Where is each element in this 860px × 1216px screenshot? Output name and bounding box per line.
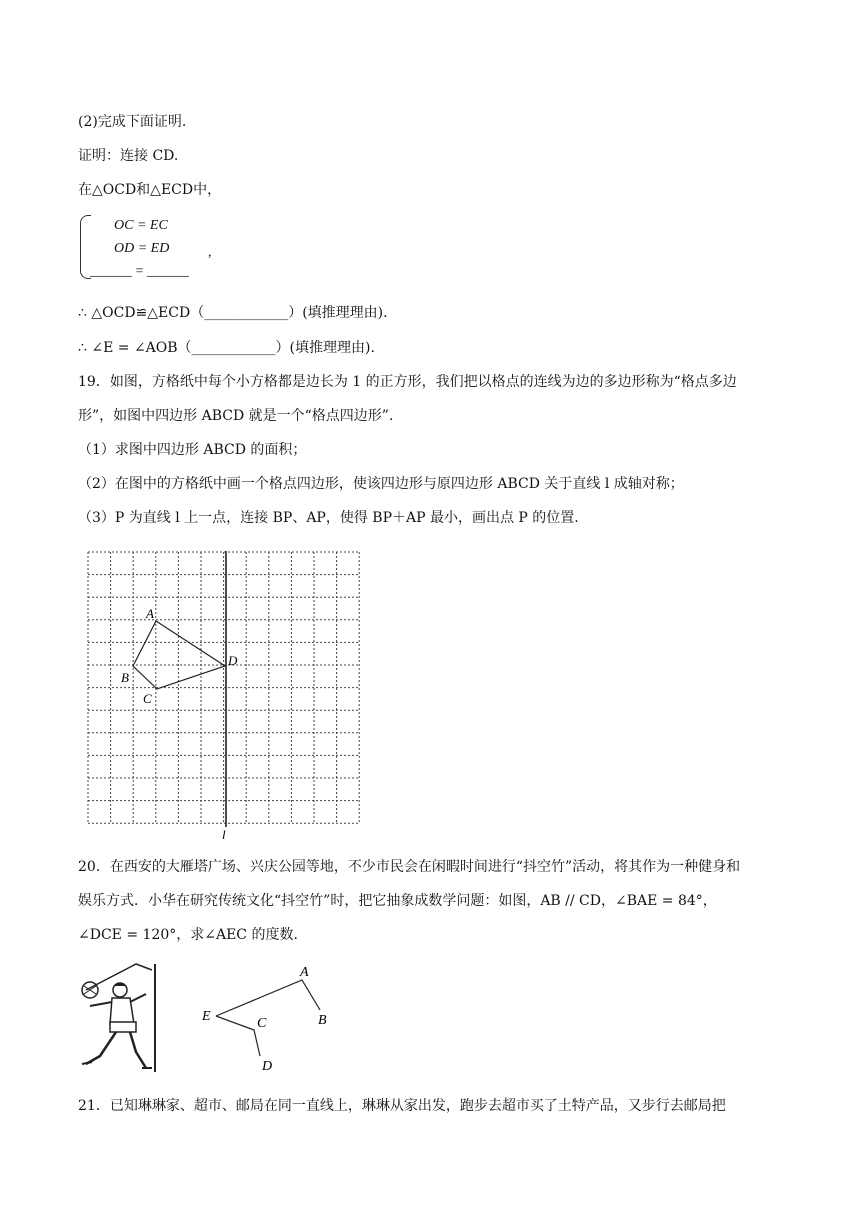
q20-stem-line-1: 20．在西安的大雁塔广场、兴庆公园等地，不少市民会在闲暇时间进行“抖空竹”活动，将其作为一种健身和 — [78, 859, 741, 875]
in-triangles-text: 在△OCD和△ECD中， — [78, 182, 222, 198]
conclusion-2: ∴ ∠E = ∠AOB（____________）(填推理理由). — [78, 340, 375, 356]
q20-stem-line-2: 娱乐方式．小华在研究传统文化“抖空竹”时，把它抽象成数学问题：如图，AB // CD，∠BAE = 84°， — [78, 893, 717, 909]
part2-heading: (2)完成下面证明. — [78, 114, 187, 130]
quadrilateral-abcd — [133, 621, 225, 689]
conclusion-1: ∴ △OCD≌△ECD（____________）(填推理理由). — [78, 305, 388, 321]
label-b: B — [121, 670, 129, 685]
q19-sub-1: （1）求图中四边形 ABCD 的面积； — [78, 442, 307, 458]
label-c: C — [143, 691, 152, 706]
diabolo-player-illustration — [76, 960, 158, 1074]
label-a: A — [146, 606, 154, 621]
system-line-1: OC = EC — [114, 218, 168, 233]
label-l: l — [222, 827, 226, 842]
q21-stem-line-1: 21．已知琳琳家、超市、邮局在同一直线上，琳琳从家出发，跑步去超市买了土特产品，又步行去邮局把 — [78, 1098, 726, 1114]
system-line-3: ______ = ______ — [90, 264, 189, 279]
segment-e-c-d — [216, 1016, 260, 1056]
system-line-2: OD = ED — [114, 241, 170, 256]
system-comma: , — [208, 245, 212, 260]
q19-stem-line-1: 19．如图，方格纸中每个小方格都是边长为 1 的正方形，我们把以格点的连线为边的多边形称为“格点多边 — [78, 374, 737, 390]
label-d: D — [228, 653, 238, 668]
fig20-label-e: E — [202, 1009, 211, 1024]
proof-intro: 证明：连接 CD. — [78, 148, 179, 164]
fig20-label-b: B — [318, 1013, 327, 1028]
fig20-label-d: D — [262, 1059, 273, 1074]
q19-grid-figure — [80, 545, 370, 845]
segment-e-a-b — [216, 980, 320, 1016]
q20-stem-line-3: ∠DCE = 120°，求∠AEC 的度数. — [78, 927, 298, 943]
fig20-label-c: C — [257, 1016, 267, 1031]
q19-stem-line-2: 形”，如图中四边形 ABCD 就是一个“格点四边形”. — [78, 408, 394, 424]
q19-sub-3: （3）P 为直线 l 上一点，连接 BP、AP，使得 BP＋AP 最小，画出点 P 的位置. — [78, 510, 579, 526]
fig20-label-a: A — [300, 965, 309, 980]
q19-sub-2: （2）在图中的方格纸中画一个格点四边形，使该四边形与原四边形 ABCD 关于直线 l 成轴对称； — [78, 476, 684, 492]
q20-geometry-figure — [196, 960, 346, 1075]
dotted-grid — [88, 552, 359, 823]
